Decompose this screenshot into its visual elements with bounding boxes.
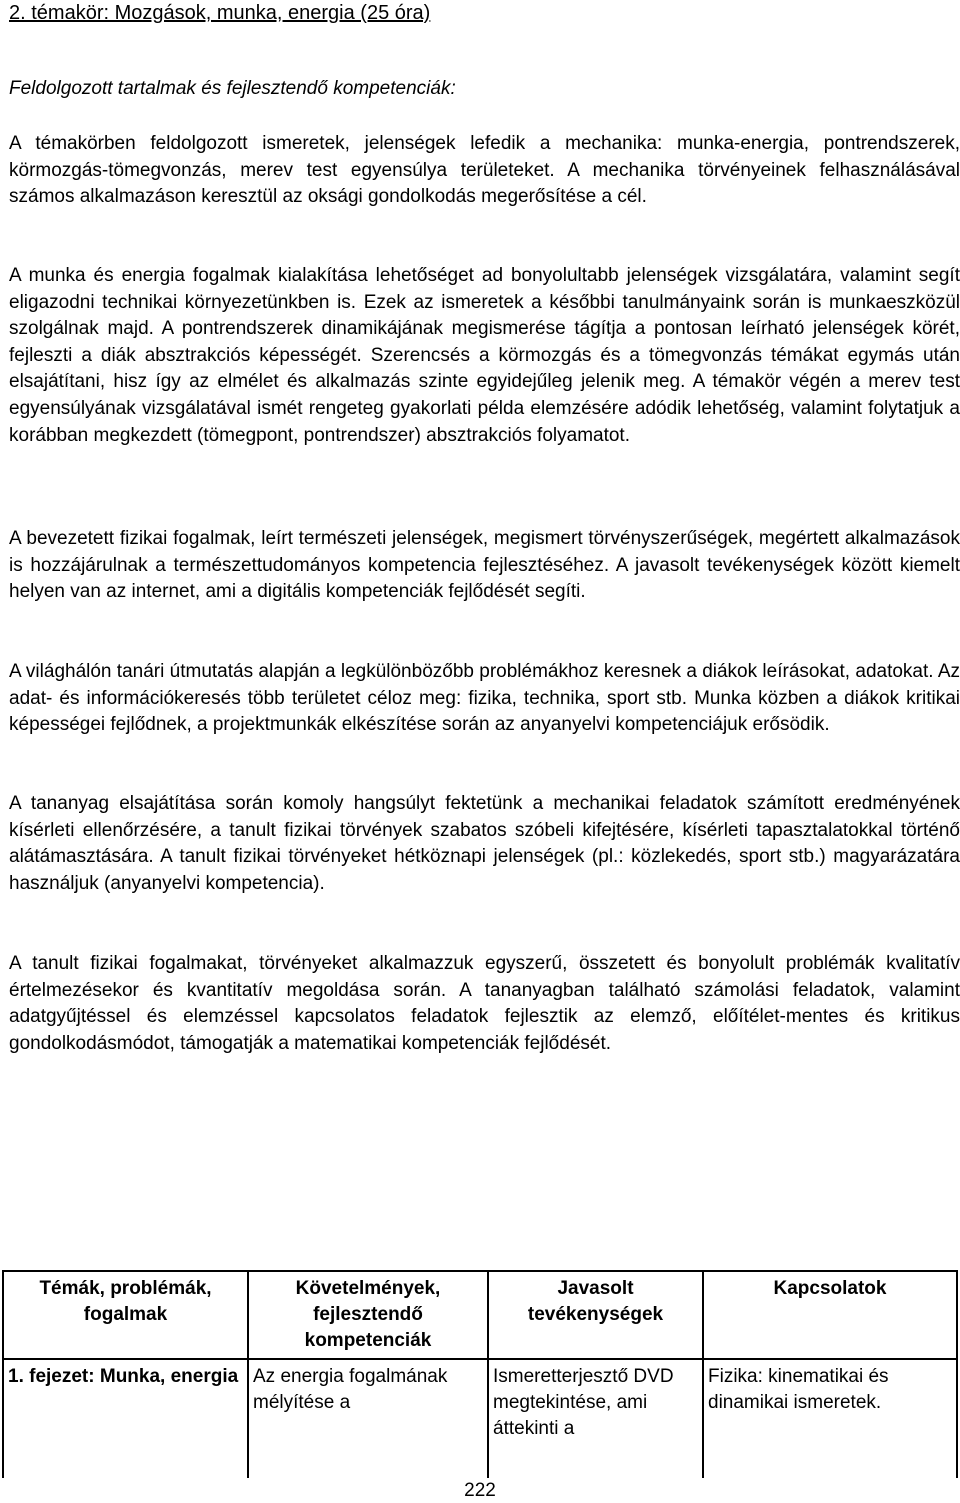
paragraph: A munka és energia fogalmak kialakítása lehetőséget ad bonyolultabb jelenségek vizsgálatára, valamint segít eligazodni technikai környezetünkben is. Ezek az ismeretek a későbbi tanulmányaink során is munkaeszközül szolgálnak majd. A pontrendszerek dinamikájának megismerése tágítja a pontosan leírható jelenségek körét, fejleszti a diák absztrakciós képességét. Szerencsés a körmozgás és a tömegvonzás témákat egymás után elsajátítani, hisz így az elmélet és alkalmazás szinte egyidejűleg jelenik meg. A témakör végén a merev test egyensúlyának vizsgálatával ismét rengeteg gyakorlati példa elemzésére adódik lehetőség, valamint folytatjuk a korábban megkezdett (tömegpont, pontrendszer) absztrakciós folyamatot. [9, 265, 960, 446]
table-row [3, 1359, 957, 1478]
paragraph: A témakörben feldolgozott ismeretek, jelenségek lefedik a mechanika: munka-energia, pontrendszerek, körmozgás-tömegvonzás, merev test egyensúlya területeket. A mechanika törvényeinek felhasználásával számos alkalmazáson keresztül az oksági gondolkodás megerősítése a cél. [9, 133, 960, 208]
paragraph: A tanult fizikai fogalmakat, törvényeket alkalmazzuk egyszerű, összetett és bonyolult problémák kvalitatív értelmezésekor és kvantitatív megoldása során. A tananyagban található számolási feladatok, valamint adatgyűjtéssel és elemzéssel kapcsolatos feladatok fejlesztik az elemző, előítélet-mentes és kritikus gondolkodásmódot, támogatják a matematikai kompetenciák fejlődését. [9, 953, 960, 1054]
section-subheading: Feldolgozott tartalmak és fejlesztendő kompetenciák: [9, 78, 456, 99]
curriculum-table [2, 1270, 958, 1478]
page-number-label: 222 [454, 1480, 506, 1501]
paragraph: A tananyag elsajátítása során komoly hangsúlyt fektetünk a mechanikai feladatok számított eredményének kísérleti ellenőrzésére, a tanult fizikai törvények szabatos szóbeli kifejtésére, kísérleti tapasztalatokkal történő alátámasztására. A tanult fizikai törvényeket hétköznapi jelenségek (pl.: közlekedés, sport stb.) magyarázatára használjuk (anyanyelvi kompetencia). [9, 793, 960, 894]
page-number [0, 1480, 960, 1502]
cell-topic: 1. fejezet: Munka, energia [3, 1359, 248, 1478]
cell-requirement: Az energia fogalmának mélyítése a [248, 1359, 488, 1478]
column-header-topics: Témák, problémák, fogalmak [3, 1271, 248, 1359]
cell-activity: Ismeretterjesztő DVD megtekintése, ami áttekinti a [488, 1359, 703, 1478]
column-header-activities: Javasolt tevékenységek [488, 1271, 703, 1359]
paragraph: A világhálón tanári útmutatás alapján a legkülönbözőbb problémákhoz keresnek a diákok leírásokat, adatokat. Az adat- és információkeresés több területet céloz meg: fizika, technika, sport stb. Munka közben a diákok kritikai képességei fejlődnek, a projektmunkák elkészítése során az anyanyelvi kompetenciájuk erősödik. [9, 661, 960, 736]
cell-relation: Fizika: kinematikai és dinamikai ismeretek. [703, 1359, 957, 1478]
section-heading: 2. témakör: Mozgások, munka, energia (25 óra) [9, 2, 431, 24]
paragraph: A bevezetett fizikai fogalmak, leírt természeti jelenségek, megismert törvényszerűségek, megértett alkalmazások is hozzájárulnak a természettudományos kompetencia fejlesztéséhez. A javasolt tevékenységek között kiemelt helyen van az internet, ami a digitális kompetenciák fejlődését segíti. [9, 528, 960, 603]
column-header-requirements: Követelmények, fejlesztendő kompetenciák [248, 1271, 488, 1359]
table-header-row [3, 1271, 957, 1359]
column-header-relations: Kapcsolatok [703, 1271, 957, 1359]
